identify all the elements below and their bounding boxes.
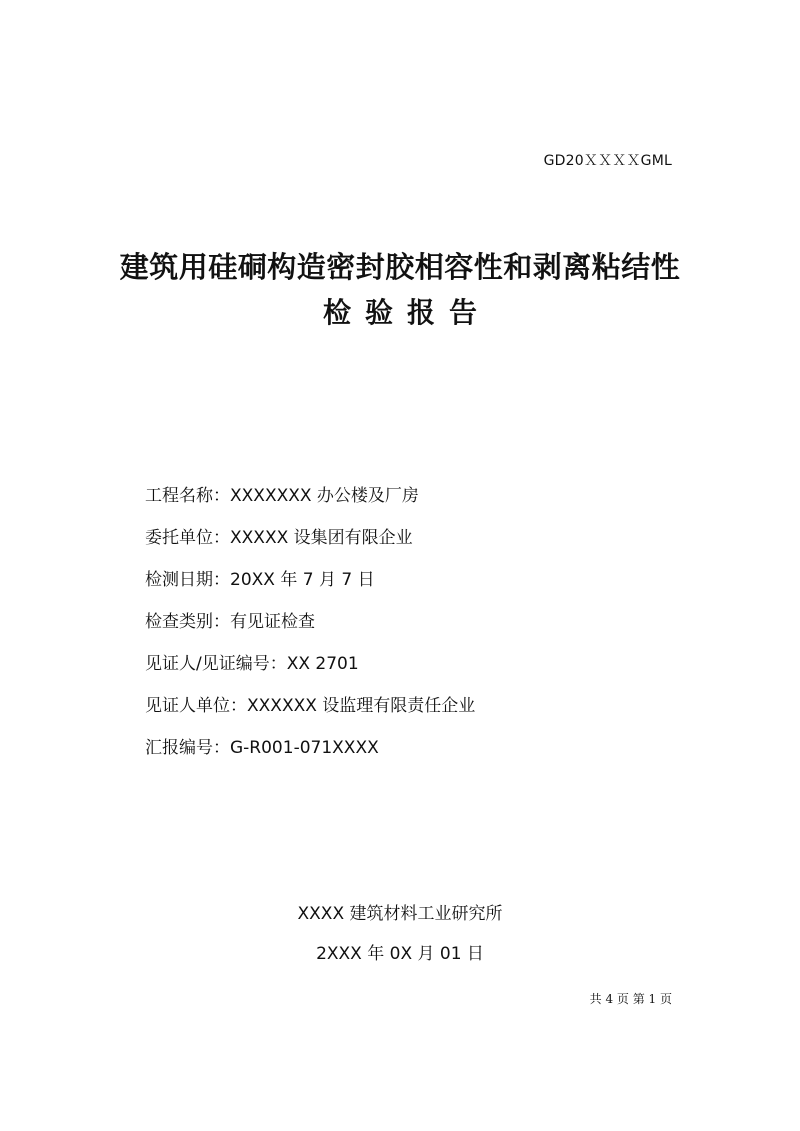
info-value: G-R001-071XXXX (230, 738, 379, 758)
info-value: 有见证检查 (230, 612, 315, 632)
info-row-witness-unit (145, 692, 475, 720)
info-row-witness (145, 650, 475, 678)
info-row-report-number (145, 734, 475, 762)
info-value: 20XX 年 7 月 7 日 (230, 570, 375, 590)
info-label: 检查类别： (145, 612, 230, 632)
issue-date: 2XXX 年 0X 月 01 日 (316, 944, 484, 964)
info-label: 见证人单位： (145, 696, 247, 716)
report-title (0, 246, 800, 334)
info-label: 检测日期： (145, 570, 230, 590)
info-value: XXXXXX 设监理有限责任企业 (247, 696, 476, 716)
project-info-list (145, 482, 475, 776)
info-row-client (145, 524, 475, 552)
info-label: 工程名称： (145, 486, 230, 506)
report-title-line1: 建筑用硅硐构造密封胶相容性和剥离粘结性 (119, 250, 681, 284)
report-title-line2: 检验报告 (322, 296, 491, 329)
info-label: 汇报编号： (145, 738, 230, 758)
info-value: XX 2701 (286, 654, 359, 674)
issuer-block (0, 900, 800, 980)
info-row-project-name (145, 482, 475, 510)
info-value: XXXXX 设集团有限企业 (230, 528, 413, 548)
info-label: 见证人/见证编号： (145, 654, 287, 674)
info-label: 委托单位： (145, 528, 230, 548)
issuing-organization: XXXX 建筑材料工业研究所 (297, 904, 503, 924)
document-code: GD20ＸＸＸＸGML (543, 153, 672, 169)
page-count: 共 4 页 第 1 页 (589, 992, 672, 1006)
info-value: XXXXXXX 办公楼及厂房 (230, 486, 419, 506)
info-row-test-date (145, 566, 475, 594)
info-row-inspection-type (145, 608, 475, 636)
